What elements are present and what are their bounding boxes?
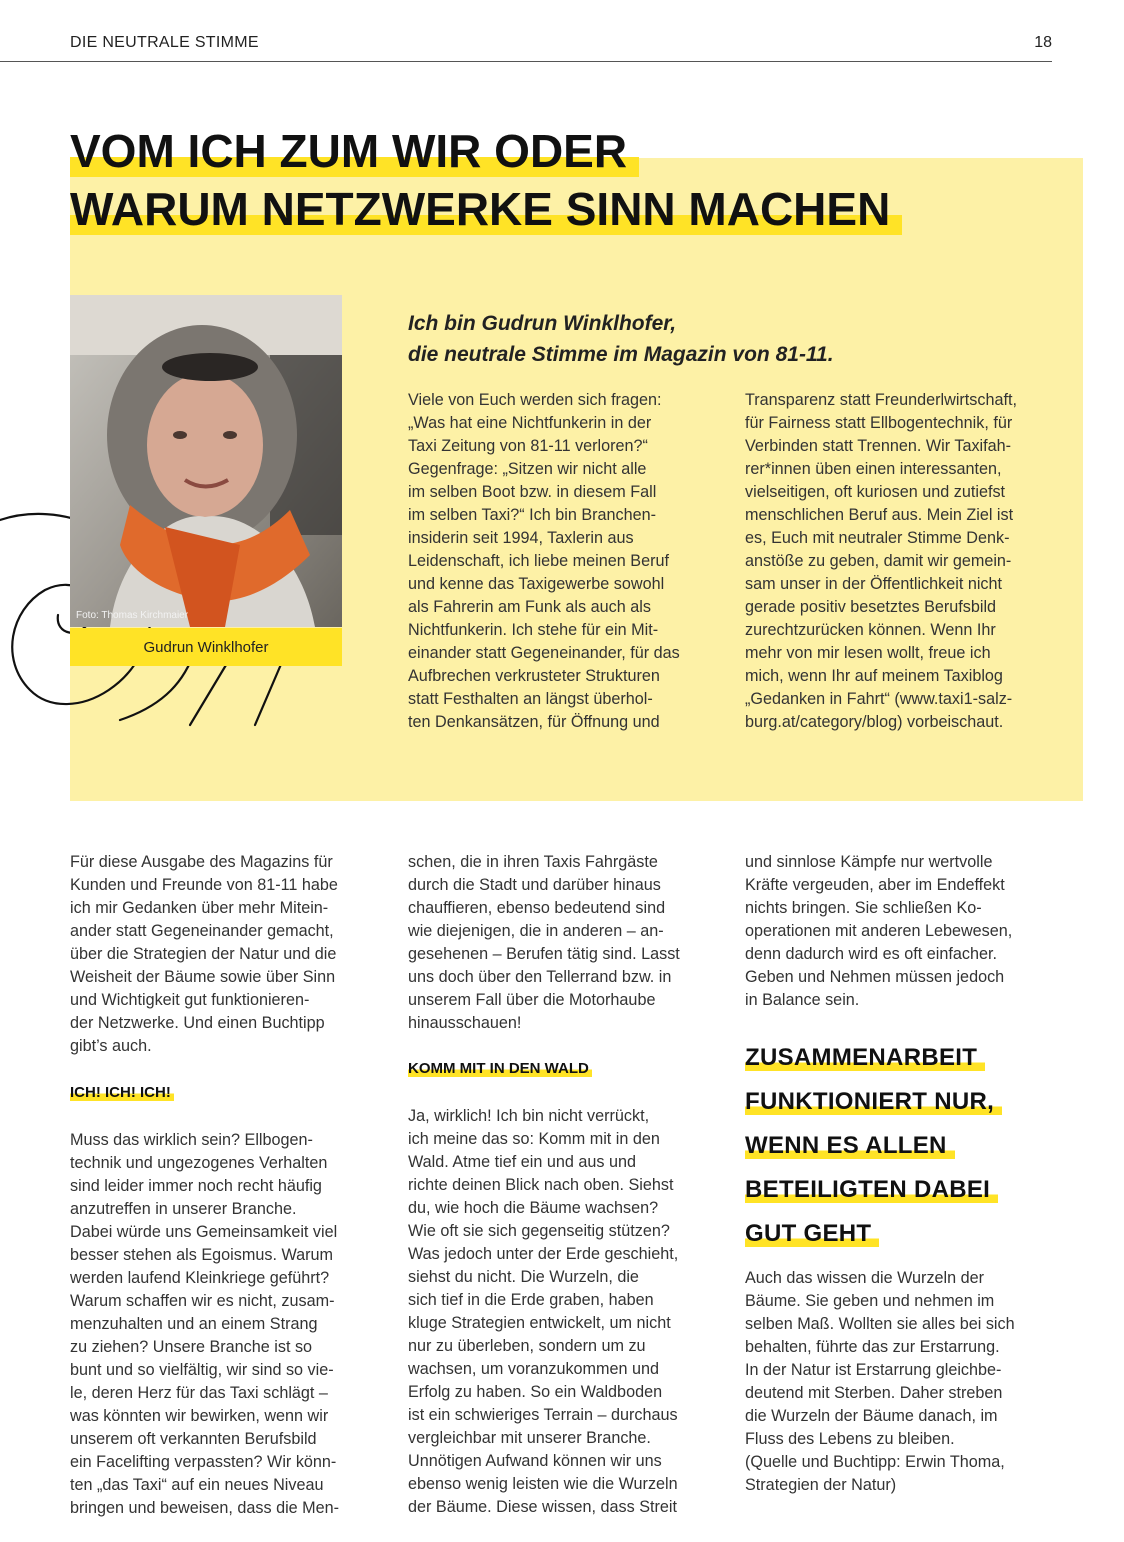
text-line: und sinnlose Kämpfe nur wertvolle xyxy=(745,853,993,871)
text-line: was könnten wir bewirken, wenn wir xyxy=(70,1407,329,1425)
text-line: chauffieren, ebenso bedeutend sind xyxy=(408,899,666,917)
text-line: denn dadurch wird es oft einfacher. xyxy=(745,945,997,963)
intro-box-column-1 xyxy=(408,389,680,734)
text-line: Für diese Ausgabe des Magazins für xyxy=(70,853,333,871)
pull-quote-line xyxy=(745,1212,1002,1256)
photo-caption: Gudrun Winklhofer xyxy=(70,628,342,666)
text-line: du, wie hoch die Bäume wachsen? xyxy=(408,1199,659,1217)
column-3-top xyxy=(745,851,1012,1012)
text-line: Dabei würde uns Gemeinsamkeit viel xyxy=(70,1223,338,1241)
intro-line: Ich bin Gudrun Winklhofer, xyxy=(408,312,677,335)
text-line: richte deinen Blick nach oben. Siehst xyxy=(408,1176,674,1194)
pull-quote-line xyxy=(745,1080,1002,1124)
text-line: deutend mit Sterben. Daher streben xyxy=(745,1384,1003,1402)
intro-box-column-2 xyxy=(745,389,1017,734)
column-1-intro xyxy=(70,851,338,1058)
text-line: wie diejenigen, die in anderen – an- xyxy=(408,922,664,940)
portrait-image xyxy=(70,295,342,627)
text-line: vergleichbar mit unserer Branche. xyxy=(408,1429,651,1447)
text-line: operationen mit anderen Lebewesen, xyxy=(745,922,1013,940)
text-line: gibt’s auch. xyxy=(70,1037,152,1055)
portrait-photo xyxy=(70,295,342,627)
text-line: „Gedanken in Fahrt“ (www.taxi1-salz- xyxy=(745,690,1013,708)
text-line: behalten, führte das zur Erstarrung. xyxy=(745,1338,1000,1356)
column-3-body xyxy=(745,1267,1015,1497)
title-line: VOM ICH ZUM WIR ODER xyxy=(70,125,639,177)
pull-quote-line xyxy=(745,1168,1002,1212)
intro-line: die neutrale Stimme im Magazin von 81-11. xyxy=(408,343,834,366)
text-line: Verbinden statt Trennen. Wir Taxifah- xyxy=(745,437,1012,455)
text-line: der Bäume. Diese wissen, dass Streit xyxy=(408,1498,678,1516)
text-line: Aufbrechen verkrusteter Strukturen xyxy=(408,667,660,685)
text-line: Was jedoch unter der Erde geschieht, xyxy=(408,1245,679,1263)
text-line: ein Facelifting verpassten? Wir könn- xyxy=(70,1453,337,1471)
text-line: uns doch über den Tellerrand bzw. in xyxy=(408,968,672,986)
text-line: ich mir Gedanken über mehr Mitein- xyxy=(70,899,329,917)
column-2-body xyxy=(408,1105,678,1519)
text-line: und Wichtigkeit gut funktionieren- xyxy=(70,991,310,1009)
text-line: es, Euch mit neutraler Stimme Denk- xyxy=(745,529,1010,547)
text-line: bunt und so vielfältig, wir sind so vie- xyxy=(70,1361,334,1379)
text-line: burg.at/category/blog) vorbeischaut. xyxy=(745,713,1004,731)
text-line: für Fairness statt Ellbogentechnik, für xyxy=(745,414,1013,432)
text-line: Ja, wirklich! Ich bin nicht verrückt, xyxy=(408,1107,650,1125)
column-2-top xyxy=(408,851,680,1035)
text-line: unserem Fall über die Motorhaube xyxy=(408,991,656,1009)
text-line: Nichtfunkerin. Ich stehe für ein Mit- xyxy=(408,621,659,639)
header-rule xyxy=(0,61,1052,62)
text-line: Muss das wirklich sein? Ellbogen- xyxy=(70,1131,313,1149)
subheading-komm-mit-in-den-wald xyxy=(408,1060,592,1077)
text-line: ich meine das so: Komm mit in den xyxy=(408,1130,660,1148)
text-line: Leidenschaft, ich liebe meinen Beruf xyxy=(408,552,669,570)
text-line: bringen und beweisen, dass die Men- xyxy=(70,1499,340,1517)
text-line: und kenne das Taxigewerbe sowohl xyxy=(408,575,665,593)
text-line: im selben Taxi?“ Ich bin Branchen- xyxy=(408,506,657,524)
subheading-ich-ich-ich xyxy=(70,1084,174,1101)
title-line: WARUM NETZWERKE SINN MACHEN xyxy=(70,183,902,235)
text-line: siehst du nicht. Die Wurzeln, die xyxy=(408,1268,639,1286)
page-number: 18 xyxy=(1034,34,1052,51)
text-line: ebenso wenig leisten wie die Wurzeln xyxy=(408,1475,678,1493)
text-line: nur zu überleben, sondern um zu xyxy=(408,1337,646,1355)
text-line: Gegenfrage: „Sitzen wir nicht alle xyxy=(408,460,647,478)
text-line: Wald. Atme tief ein und aus und xyxy=(408,1153,636,1171)
text-line: unserem oft verkannten Berufsbild xyxy=(70,1430,317,1448)
text-line: technik und ungezogenes Verhalten xyxy=(70,1154,328,1172)
text-line: ist ein schwieriges Terrain – durchaus xyxy=(408,1406,678,1424)
text-line: Weisheit der Bäume sowie über Sinn xyxy=(70,968,336,986)
text-line: als Fahrerin am Funk als auch als xyxy=(408,598,651,616)
text-line: Warum schaffen wir es nicht, zusam- xyxy=(70,1292,335,1310)
text-line: ander statt Gegeneinander gemacht, xyxy=(70,922,334,940)
text-line: Auch das wissen die Wurzeln der xyxy=(745,1269,985,1287)
text-line: le, deren Herz für das Taxi schlägt – xyxy=(70,1384,328,1402)
text-line: In der Natur ist Erstarrung gleichbe- xyxy=(745,1361,1002,1379)
text-line: sam unser in der Öffentlichkeit nicht xyxy=(745,575,1003,593)
pull-quote-text: FUNKTIONIERT NUR, xyxy=(745,1088,1002,1115)
intro-heading xyxy=(408,308,834,370)
text-line: die Wurzeln der Bäume danach, im xyxy=(745,1407,998,1425)
text-line: Strategien der Natur) xyxy=(745,1476,897,1494)
pull-quote-text: WENN ES ALLEN xyxy=(745,1132,955,1159)
text-line: menschlichen Beruf aus. Mein Ziel ist xyxy=(745,506,1014,524)
text-line: Kräfte vergeuden, aber im Endeffekt xyxy=(745,876,1005,894)
text-line: über die Strategien der Natur und die xyxy=(70,945,337,963)
text-line: ten „das Taxi“ auf ein neues Niveau xyxy=(70,1476,324,1494)
text-line: ten Denkansätzen, für Öffnung und xyxy=(408,713,660,731)
text-line: Kunden und Freunde von 81-11 habe xyxy=(70,876,338,894)
text-line: Transparenz statt Freunderlwirtschaft, xyxy=(745,391,1017,409)
photo-credit: Foto: Thomas Kirchmaier xyxy=(76,610,189,621)
text-line: mich, wenn Ihr auf meinem Taxiblog xyxy=(745,667,1003,685)
text-line: (Quelle und Buchtipp: Erwin Thoma, xyxy=(745,1453,1005,1471)
text-line: Geben und Nehmen müssen jedoch xyxy=(745,968,1005,986)
text-line: nichts bringen. Sie schließen Ko- xyxy=(745,899,982,917)
text-line: vielseitigen, oft kuriosen und zutiefst xyxy=(745,483,1006,501)
text-line: insiderin seit 1994, Taxlerin aus xyxy=(408,529,634,547)
pull-quote-text: GUT GEHT xyxy=(745,1220,879,1247)
text-line: der Netzwerke. Und einen Buchtipp xyxy=(70,1014,325,1032)
article-title xyxy=(70,122,902,238)
subheading-text: ICH! ICH! ICH! xyxy=(70,1084,174,1101)
pull-quote-text: ZUSAMMENARBEIT xyxy=(745,1044,985,1071)
pull-quote-line xyxy=(745,1124,1002,1168)
text-line: Fluss des Lebens zu bleiben. xyxy=(745,1430,955,1448)
text-line: durch die Stadt und darüber hinaus xyxy=(408,876,661,894)
text-line: gesehenen – Berufen tätig sind. Lasst xyxy=(408,945,680,963)
text-line: menzuhalten und an einem Strang xyxy=(70,1315,318,1333)
text-line: wachsen, um voranzukommen und xyxy=(408,1360,660,1378)
text-line: sind leider immer noch recht häufig xyxy=(70,1177,322,1195)
text-line: einander statt Gegeneinander, für das xyxy=(408,644,680,662)
text-line: schen, die in ihren Taxis Fahrgäste xyxy=(408,853,658,871)
text-line: kluge Strategien entwickelt, um nicht xyxy=(408,1314,671,1332)
text-line: Taxi Zeitung von 81-11 verloren?“ xyxy=(408,437,648,455)
text-line: werden laufend Kleinkriege geführt? xyxy=(70,1269,330,1287)
pull-quote-text: BETEILIGTEN DABEI xyxy=(745,1176,998,1203)
text-line: anzutreffen in unserer Branche. xyxy=(70,1200,297,1218)
text-line: hinausschauen! xyxy=(408,1014,522,1032)
text-line: „Was hat eine Nichtfunkerin in der xyxy=(408,414,652,432)
text-line: zurechtzurücken können. Wenn Ihr xyxy=(745,621,996,639)
text-line: anstöße zu geben, damit wir gemein- xyxy=(745,552,1012,570)
text-line: mehr von mir lesen wollt, freue ich xyxy=(745,644,991,662)
text-line: Unnötigen Aufwand können wir uns xyxy=(408,1452,662,1470)
text-line: statt Festhalten an längst überhol- xyxy=(408,690,653,708)
pull-quote xyxy=(745,1036,1002,1256)
text-line: sich tief in die Erde graben, haben xyxy=(408,1291,654,1309)
text-line: rer*innen üben einen interessanten, xyxy=(745,460,1002,478)
text-line: gerade positiv besetztes Berufsbild xyxy=(745,598,997,616)
column-1-body xyxy=(70,1129,339,1520)
pull-quote-line xyxy=(745,1036,1002,1080)
text-line: Erfolg zu haben. So ein Waldboden xyxy=(408,1383,663,1401)
text-line: Bäume. Sie geben und nehmen im xyxy=(745,1292,995,1310)
text-line: besser stehen als Egoismus. Warum xyxy=(70,1246,333,1264)
text-line: selben Maß. Wollten sie alles bei sich xyxy=(745,1315,1015,1333)
text-line: im selben Boot bzw. in diesem Fall xyxy=(408,483,657,501)
text-line: Wie oft sie sich gegenseitig stützen? xyxy=(408,1222,670,1240)
text-line: in Balance sein. xyxy=(745,991,860,1009)
subheading-text: KOMM MIT IN DEN WALD xyxy=(408,1060,592,1077)
text-line: zu ziehen? Unsere Branche ist so xyxy=(70,1338,313,1356)
text-line: Viele von Euch werden sich fragen: xyxy=(408,391,662,409)
running-header: DIE NEUTRALE STIMME xyxy=(70,34,259,51)
